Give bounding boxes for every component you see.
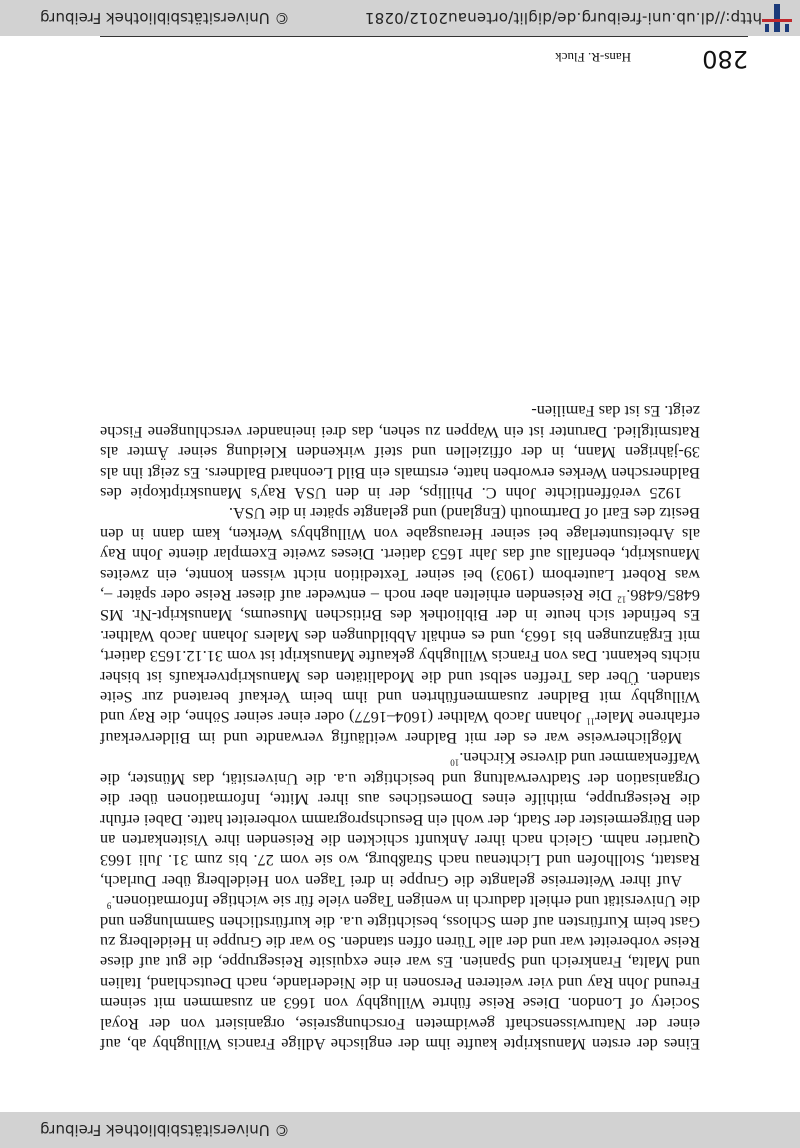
author-name: Hans-R. Fluck <box>555 50 631 65</box>
paragraph <box>100 401 700 503</box>
header-rule <box>100 36 748 37</box>
footer-bar <box>0 0 800 36</box>
footnote-marker: 12 <box>617 594 627 605</box>
paragraph-text: Möglicherweise war es der mit Baldner weitläufig verwandte und im Bilderverkauf erfahrene Maler <box>100 708 700 748</box>
paragraph-text: Die Reisenden erhielten aber noch – entweder auf dieser Reise oder später –, was Robert Lauterborn (1903) bei seiner Textedition nicht wissen konnte, ein zweites Manuskript, ebenfalls auf das Jahr 1653 datiert. Dieses zweite Exemplar diente John Ray als Arbeitsunterlage bei seiner Herausgabe von Willughbys Werken, kam dann in den Besitz des Earl of Dartmouth (England) und gelangte später in die USA. <box>100 504 700 606</box>
header-bar <box>0 1112 800 1148</box>
footnote-marker: 9 <box>106 900 112 911</box>
footer-copyright: © Universitätsbibliothek Freiburg <box>40 9 290 27</box>
paragraph <box>100 748 700 891</box>
document-url-link[interactable]: http://dl.ub.uni-freiburg.de/diglit/ortenau2012/0281 <box>364 9 762 27</box>
running-head <box>100 35 748 77</box>
paragraph-text: Johann Jacob Walther (1604–1677) oder einer seiner Söhne, die Ray und Willughby mit Baldner zusammenführten und ihm beim Verkauf beratend zur Seite standen. Über das Treffen selbst und die Modalitäten des Manuskriptverkaufs ist bisher nichts bekannt. Das von Francis Willughby gekaufte Manuskript ist vom 31.12.1653 datiert, mit Ergänzungen bis 1663, und es enthält Abbildungen des Malers Johann Jacob Walther. Es befindet sich heute in der Bibliothek des Britischen Museums, Manuskript-Nr. MS 6485/6486. <box>99 586 700 728</box>
body-text <box>100 401 700 1054</box>
page-number: 280 <box>702 45 748 73</box>
paragraph-text: Auf ihrer Weiterreise gelangte die Gruppe in drei Tagen von Heidelberg über Durlach, Rastatt, Stollhofen und Lichtenau nach Straßburg, wo sie vom 27. bis zum 31. Juli 1663 Quartier nahm. Gleich nach ihrer Ankunft schickten die Reisenden ihre Visitenkarten an den Bürgermeister der Stadt, der wohl ein Besuchsprogramm vorbereitet hatte. Dabei erfuhr die Reisegruppe, mithilfe eines Domestiches aus ihrer Mitte, Informationen über die Organisation der Stadtverwaltung und besichtigte u.a. die Universität, das Münster, die Waffenkammer und diverse Kirchen. <box>100 749 700 891</box>
paragraph-text: Eines der ersten Manuskripte kaufte ihm der englische Adlige Francis Willughby ab, auf einer der Naturwissenschaft gewidmeten Forschungsreise, organisiert von der Royal Society of London. Diese Reise führte Willughby von 1663 an zusammen mit seinem Freund John Ray und vier weiteren Personen in die Niederlande, nach Deutschland, Italien und Malta, Frankreich und Spanien. Es war eine exquisite Reisegruppe, die gut auf diese Reise vorbereitet war und der alle Türen offen standen. So war die Gruppe in Heidelberg zu Gast beim Kurfürsten auf dem Schloss, besichtigte u.a. die kurfürstlichen Sammlungen und die Universität und erhielt dadurch in wenigen Tagen viele für sie wichtige Informationen. <box>100 892 700 1054</box>
header-copyright: © Universitätsbibliothek Freiburg <box>40 1121 290 1139</box>
paragraph <box>100 503 700 748</box>
paragraph <box>100 891 700 1054</box>
paragraph-text: 1925 veröffentlichte John C. Phillips, der in den USA Ray's Manuskriptkopie des Baldnerschen Werkes erworben hatte, erstmals ein Bild Leonhard Baldners. Es zeigt ihn als 39-jährigen Mann, in der offiziellen und steif wirkenden Kleidung seiner Ämter als Ratsmitglied. Darunter ist ein Wappen zu sehen, das drei ineinander verschlungene Fische zeigt. Es ist das Familien- <box>100 402 700 504</box>
footnote-marker: 11 <box>586 716 595 727</box>
footnote-marker: 10 <box>450 757 460 768</box>
